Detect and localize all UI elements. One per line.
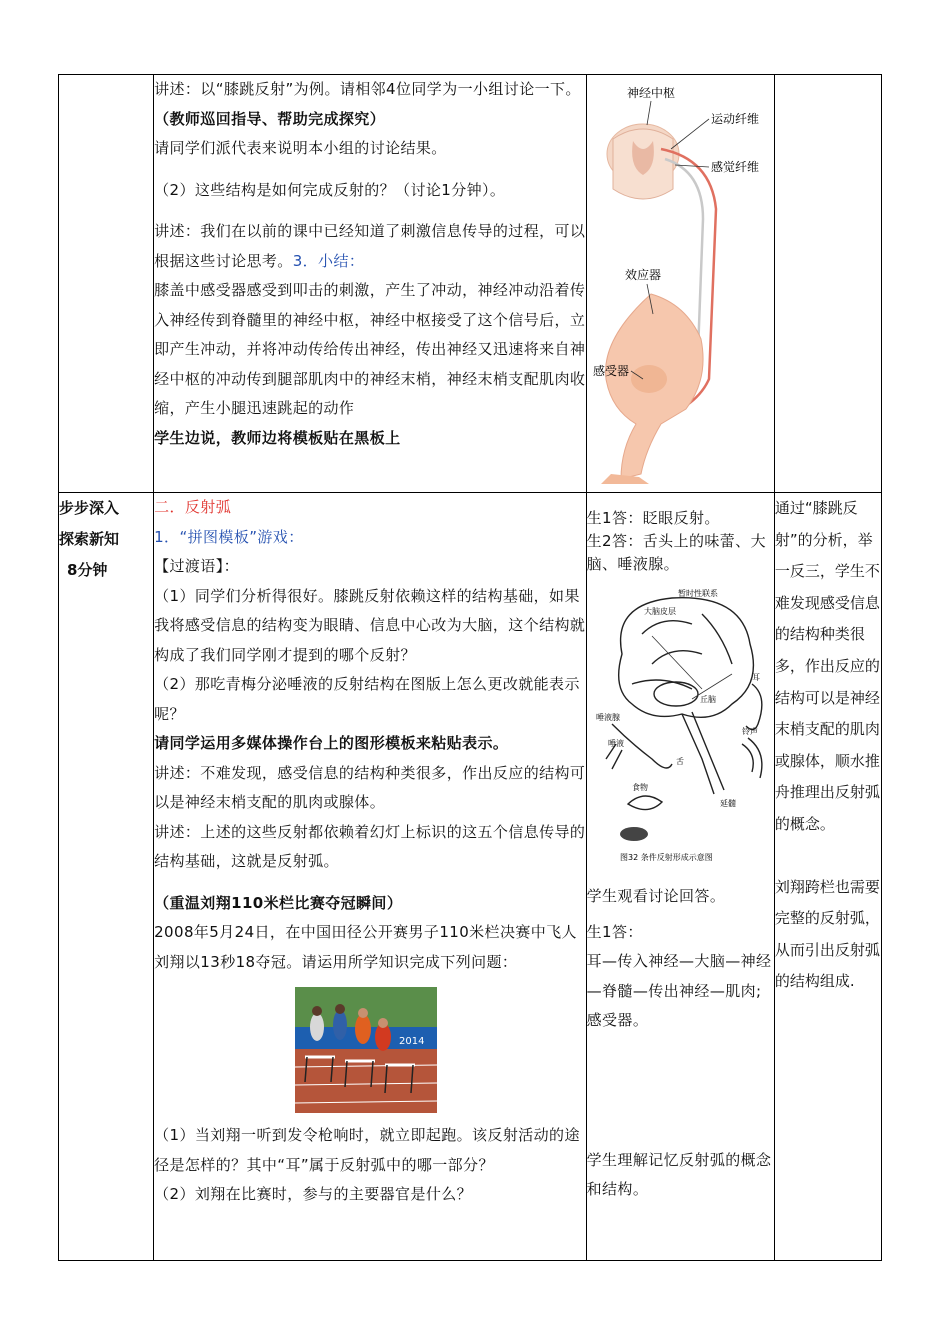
talk-group: 讲述：以“膝跳反射”为例。请相邻4位同学为一小组讨论一下。 (154, 80, 581, 98)
answer-1: 生1答：眨眼反射。 (586, 509, 720, 527)
label-sensory-fiber: 感觉纤维 (711, 160, 760, 174)
stage-time: 8分钟 (67, 561, 108, 579)
student-answers (587, 493, 774, 576)
student-observe: 学生观看讨论回答。 (586, 887, 726, 905)
reflex-path: 耳—传入神经—大脑—神经—脊髓—传出神经—肌肉; (586, 952, 772, 1000)
summary-text: 膝盖中感受器感受到叩击的刺激，产生了冲动，神经冲动沿着传入神经传到脊髓里的神经中枢，神经中枢接受了这个信号后，立即产生冲动，并将冲动传给传出神经，传出神经又迅速将来自神经中枢的冲动传到腿部肌肉中的神经末梢，神经末梢支配肌肉收缩，产生小腿迅速跳起的动作 (154, 281, 586, 417)
table-row-knee-reflex (59, 75, 882, 493)
label-effector: 效应器 (625, 268, 662, 282)
stage-cell (59, 493, 154, 1261)
label-ear: 耳 (752, 673, 761, 682)
design-intent-cell (774, 493, 881, 1261)
summary-heading: 3．小结： (292, 251, 365, 270)
label-motor-fiber: 运动纤维 (711, 112, 760, 126)
talk-2: 讲述：上述的这些反射都依赖着幻灯上标识的这五个信息传导的结构基础，这就是反射弧。 (154, 822, 586, 870)
student-cell (586, 493, 774, 1261)
label-receptor: 感受器 (593, 364, 630, 378)
lesson-plan-table (58, 74, 882, 1261)
label-salivary-gland: 唾液腺 (596, 713, 621, 722)
question-2: （2）这些结构是如何完成反射的？（讨论1分钟）。 (154, 180, 506, 199)
activity-text (154, 75, 586, 453)
student-teacher-note: 学生边说，教师边将模板贴在黑板上 (154, 428, 401, 447)
stage-cell-empty (59, 75, 154, 493)
figure-caption: 图32 条件反射形成示意图 (620, 853, 713, 862)
question-1: （1）同学们分析得很好。膝跳反射依赖这样的结构基础，如果我将感受信息的结构变为眼睛、信息中心改为大脑，这个结构就构成了我们同学刚才提到的哪个反射？ (154, 586, 586, 664)
answer-2: 生2答：舌头上的味蕾、大脑、唾液腺。 (586, 532, 766, 573)
label-temp-link: 暂时性联系 (678, 589, 719, 598)
liu-xiang-questions (154, 1121, 586, 1210)
talk-1: 讲述：不难发现，感受信息的结构种类很多，作出反应的结构可以是神经末梢支配的肌肉或腺体。 (154, 763, 586, 811)
intent-cell-empty (774, 75, 881, 493)
label-tongue: 舌 (676, 757, 685, 766)
activity-cell-arc (154, 493, 587, 1261)
stage-label-1: 步步深入 (59, 499, 120, 517)
transition-label: 【过渡语】： (154, 557, 240, 575)
game-heading: 1．“拼图模板”游戏： (154, 527, 304, 546)
label-bell: 铃声 (742, 727, 759, 736)
teacher-guide: （教师巡回指导、帮助完成探究） (154, 109, 386, 128)
knee-reflex-diagram (591, 79, 771, 489)
label-thalamus: 丘脑 (700, 695, 717, 704)
talk-previous: 讲述：我们在以前的课中已经知道了刺激信息传导的过程，可以根据这些讨论思考。 (154, 222, 586, 270)
liu-question-2: （2）刘翔在比赛时，参与的主要器官是什么？ (154, 1185, 473, 1203)
label-saliva: 唾液 (608, 739, 625, 748)
activity-cell-knee (154, 75, 587, 493)
student-1-label: 生1答： (586, 922, 643, 941)
activity-text-arc (154, 493, 586, 977)
design-intent-1: 通过“膝跳反射”的分析，举一反三，学生不难发现感受信息的结构种类很多，作出反应的结构可以是神经末梢支配的肌肉或腺体，顺水推舟推理出反射弧的概念。 (774, 499, 880, 833)
report-request: 请同学们派代表来说明本小组的讨论结果。 (154, 139, 447, 157)
receptor-answer: 感受器。 (586, 1011, 649, 1029)
banner-text: 2014 (399, 1036, 425, 1047)
student-understand: 学生理解记忆反射弧的概念和结构。 (586, 1150, 772, 1198)
instruction: 请同学运用多媒体操作台上的图形模板来粘贴表示。 (154, 734, 509, 752)
label-nerve-center: 神经中枢 (627, 86, 676, 100)
stage-label-2: 探索新知 (59, 530, 120, 548)
label-medulla: 延髓 (720, 799, 737, 808)
table-row-reflex-arc (59, 493, 882, 1261)
section-heading: 二．反射弧 (154, 498, 232, 516)
conditioned-reflex-diagram (592, 584, 768, 864)
liu-xiang-title: （重温刘翔110米栏比赛夺冠瞬间） (154, 893, 403, 912)
figure-cell-knee (586, 75, 774, 493)
liu-question-1: （1）当刘翔一听到发令枪响时，就立即起跑。该反射活动的途径是怎样的？其中“耳”属于反射弧中的哪一部分？ (154, 1126, 580, 1174)
label-food: 食物 (632, 783, 649, 792)
design-intent-2: 刘翔跨栏也需要完整的反射弧，从而引出反射弧的结构组成. (774, 877, 880, 991)
liu-xiang-text: 2008年5月24日，在中国田径公开赛男子110米栏决赛中飞人刘翔以13秒18夺冠。请运用所学知识完成下列问题： (154, 923, 577, 971)
question-2b: （2）那吃青梅分泌唾液的反射结构在图版上怎么更改就能表示呢？ (154, 675, 580, 723)
hurdle-race-photo (295, 987, 437, 1113)
label-cortex: 大脑皮层 (644, 607, 677, 616)
